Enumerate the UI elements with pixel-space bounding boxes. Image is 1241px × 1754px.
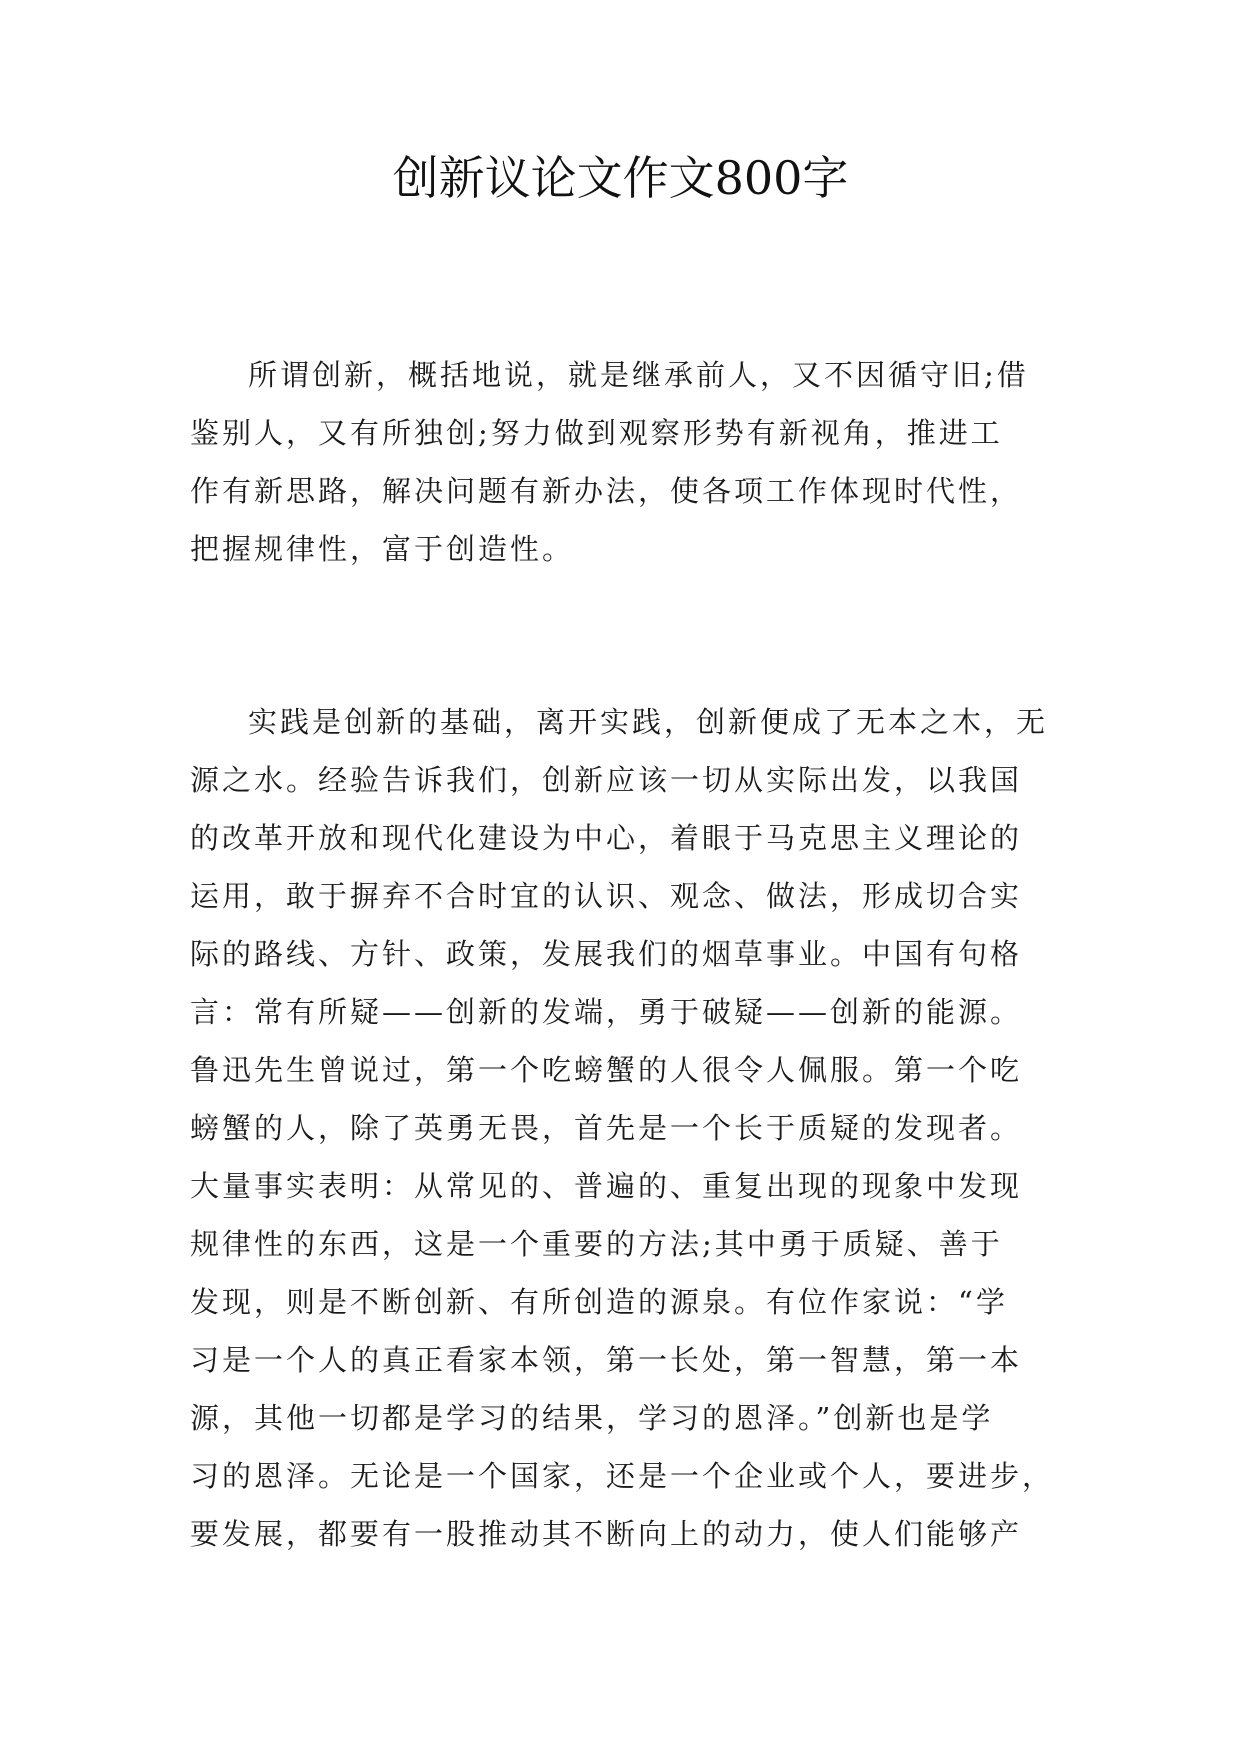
text-line: 源，其他一切都是学习的结果，学习的恩泽。”创新也是学 [190,1401,994,1435]
text-line: 作有新思路，解决问题有新办法，使各项工作体现时代性， [190,474,1023,508]
text-line: 言：常有所疑——创新的发端，勇于破疑——创新的能源。 [190,995,1023,1029]
text-line: 的改革开放和现代化建设为中心，着眼于马克思主义理论的 [190,821,1023,855]
text-line: 运用，敢于摒弃不合时宜的认识、观念、做法，形成切合实 [190,879,1023,913]
text-line: 发现，则是不断创新、有所创造的源泉。有位作家说：“学 [190,1285,1008,1319]
text-line: 实践是创新的基础，离开实践，创新便成了无本之木，无 [248,705,1049,739]
text-line: 源之水。经验告诉我们，创新应该一切从实际出发，以我国 [190,763,1023,797]
text-line: 习是一个人的真正看家本领，第一长处，第一智慧，第一本 [190,1343,1023,1377]
text-line: 要发展，都要有一股推动其不断向上的动力，使人们能够产 [190,1517,1023,1551]
text-line: 所谓创新，概括地说，就是继承前人，又不因循守旧;借 [248,358,1029,392]
text-line: 大量事实表明：从常见的、普遍的、重复出现的现象中发现 [190,1169,1023,1203]
text-line: 鉴别人，又有所独创;努力做到观察形势有新视角，推进工 [190,416,1003,450]
text-line: 鲁迅先生曾说过，第一个吃螃蟹的人很令人佩服。第一个吃 [190,1053,1023,1087]
text-line: 规律性的东西，这是一个重要的方法;其中勇于质疑、善于 [190,1227,1003,1261]
text-line: 习的恩泽。无论是一个国家，还是一个企业或个人，要进步， [190,1459,1055,1493]
paragraph-text [190,693,1055,1563]
text-line: 螃蟹的人，除了英勇无畏，首先是一个长于质疑的发现者。 [190,1111,1023,1145]
paragraph-text [190,346,1050,578]
paragraph-2 [190,693,1055,1563]
paragraph-1 [190,346,1050,578]
document-title: 创新议论文作文800字 [392,151,849,205]
text-line: 际的路线、方针、政策，发展我们的烟草事业。中国有句格 [190,937,1023,971]
text-line: 把握规律性，富于创造性。 [190,532,575,566]
